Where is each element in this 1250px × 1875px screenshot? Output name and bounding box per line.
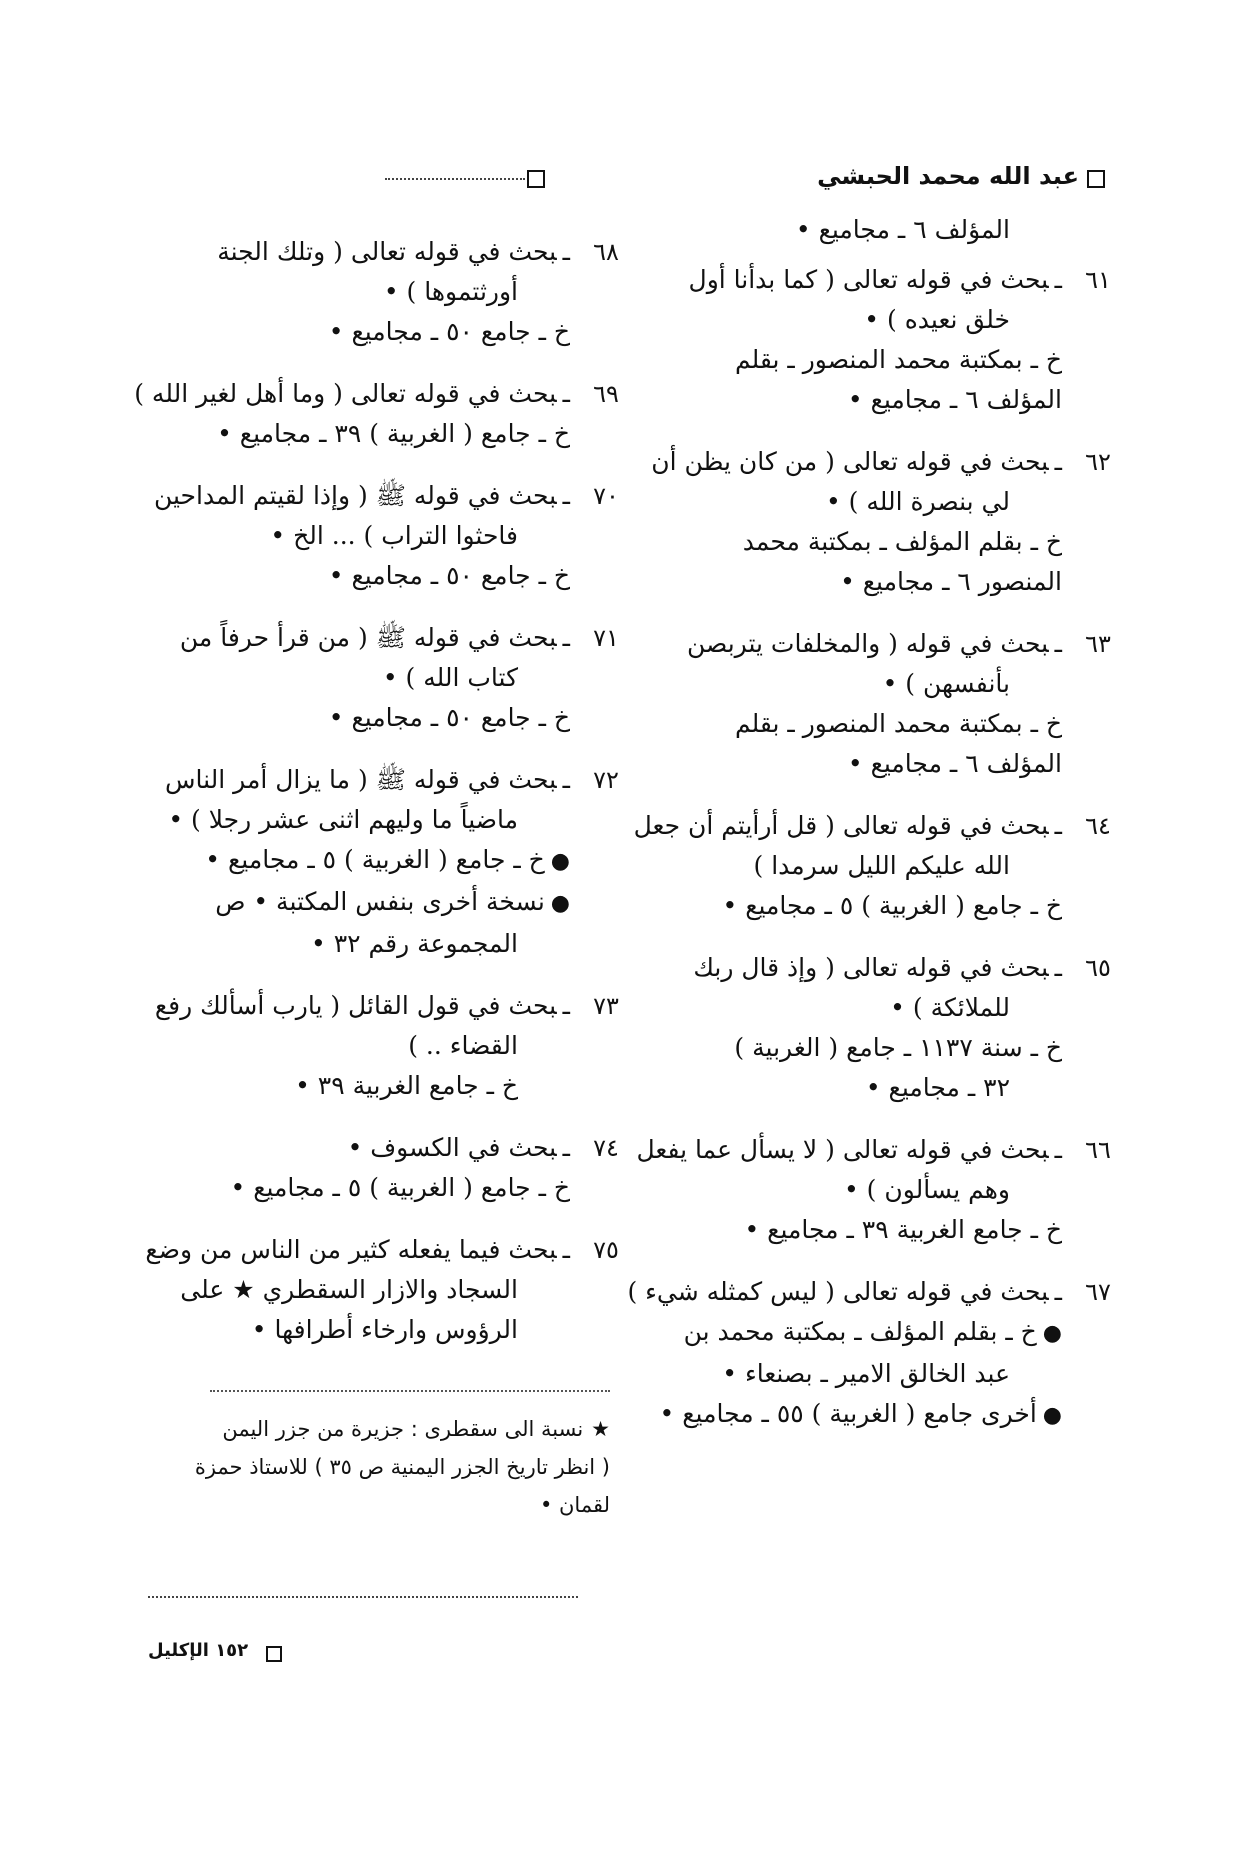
header-square-ornament [1087,170,1105,188]
entry-title-line: بحث في قوله تعالى ( كما بدأنا أول [688,265,1049,294]
entry-bullet-line: ● أخرى جامع ( الغربية ) ٥٥ ـ مجاميع • [650,1394,1062,1436]
entry-detail-line: خ ـ جامع ٥٠ ـ مجاميع • [328,561,570,590]
entry-number: ٦٩ [593,380,619,408]
entry-title-line: بحث في قوله تعالى ( ليس كمثله شيء ) [627,1277,1049,1306]
entry-62: ٦٢ ـبحث في قوله تعالى ( من كان يظن أن لي بنصرة الله ) • خ ـ بقلم المؤلف ـ بمكتبة محمد المنصور ٦ ـ مجاميع • [650,442,1120,602]
entry-title-line: بحث في قوله تعالى ( وإذ قال ربك [693,953,1049,982]
entry-72: ٧٢ ـبحث في قوله ﷺ ( ما يزال أمر الناس ماضياً ما وليهم اثنى عشر رجلا ) • ● خ ـ جامع ( الغربية ) ٥ ـ مجاميع • ● نسخة أخرى بنفس المكتبة • ص المجموعة رقم ٣٢ • [148,760,628,964]
entry-detail-line: خ ـ جامع ( الغربية ) ٣٩ ـ مجاميع • [217,419,570,448]
entry-bullet-line: ● نسخة أخرى بنفس المكتبة • ص [148,882,570,924]
entry-66: ٦٦ ـبحث في قوله تعالى ( لا يسأل عما يفعل وهم يسألون ) • خ ـ جامع الغربية ٣٩ ـ مجاميع • [650,1130,1120,1250]
entry-detail-line: خ ـ بقلم المؤلف ـ بمكتبة محمد [742,527,1062,556]
entry-74: ٧٤ ـبحث في الكسوف • خ ـ جامع ( الغربية ) ٥ ـ مجاميع • [148,1128,628,1208]
entry-title-line: للملائكة ) • [890,993,1010,1022]
entry-title-line: خلق نعيده ) • [864,305,1010,334]
entry-title-line: بحث في قوله تعالى ( من كان يظن أن [651,447,1049,476]
entry-title-line: بحث في قوله تعالى ( لا يسأل عما يفعل [636,1135,1049,1164]
entry-number: ٧٢ [593,766,619,794]
entry-detail-line: خ ـ جامع ( الغربية ) ٥ ـ مجاميع • [722,891,1062,920]
entry-title-line: بحث في قوله ﷺ ( وإذا لقيتم المداحين [153,481,557,510]
running-title: عبد الله محمد الحبشي [817,162,1079,190]
footnote-line: ( انظر تاريخ الجزر اليمنية ص ٣٥ ) للاستاذ حمزة [194,1455,610,1479]
entry-bullet-line: ● خ ـ بقلم المؤلف ـ بمكتبة محمد بن [650,1312,1062,1354]
entry-title-line: أورثتموها ) • [383,277,518,306]
entry-detail-line: خ ـ جامع الغربية ٣٩ ـ مجاميع • [744,1215,1062,1244]
entry-detail-line: خ ـ بمكتبة محمد المنصور ـ بقلم [734,345,1062,374]
footnote-line: نسبة الى سقطرى : جزيرة من جزر اليمن [222,1417,584,1441]
entry-title-line: بحث في قوله ﷺ ( من قرأ حرفاً من [179,623,557,652]
entry-title-line: لي بنصرة الله ) • [825,487,1010,516]
entry-title-line: بحث في الكسوف • [347,1133,557,1162]
entry-number: ٧٤ [593,1134,619,1162]
entry-69: ٦٩ ـبحث في قوله تعالى ( وما أهل لغير الله ) خ ـ جامع ( الغربية ) ٣٩ ـ مجاميع • [148,374,628,454]
entry-63: ٦٣ ـبحث في قوله ( والمخلفات يتربصن بأنفسهن ) • خ ـ بمكتبة محمد المنصور ـ بقلم المؤلف ٦ ـ مجاميع • [650,624,1120,784]
entry-detail-line: عبد الخالق الامير ـ بصنعاء • [722,1359,1010,1388]
entry-number: ٧٣ [593,992,619,1020]
entry-detail-line: المؤلف ٦ ـ مجاميع • [847,385,1062,414]
entry-number: ٧١ [593,624,619,652]
entry-detail-line: خ ـ جامع ٥٠ ـ مجاميع • [328,317,570,346]
entry-title-line: بحث فيما يفعله كثير من الناس من وضع [145,1235,557,1264]
entry-title-line: القضاء .. ) [408,1031,518,1060]
entry-73: ٧٣ ـبحث في قول القائل ( يارب أسألك رفع القضاء .. ) خ ـ جامع الغربية ٣٩ • [148,986,628,1106]
entry-number: ٦٨ [593,238,619,266]
entry-title-line: ماضياً ما وليهم اثنى عشر رجلا ) • [168,805,518,834]
entry-title-line: السجاد والازار السقطري ★ على [180,1275,518,1304]
entry-detail-line: ٣٢ ـ مجاميع • [865,1073,1010,1102]
footnote-line: لقمان • [539,1493,610,1517]
entry-68: ٦٨ ـبحث في قوله تعالى ( وتلك الجنة أورثتموها ) • خ ـ جامع ٥٠ ـ مجاميع • [148,232,628,352]
entry-67: ٦٧ ـبحث في قوله تعالى ( ليس كمثله شيء ) ● خ ـ بقلم المؤلف ـ بمكتبة محمد بن عبد الخالق الامير ـ بصنعاء • ● أخرى جامع ( الغربية ) ٥٥ ـ مجاميع • [650,1272,1120,1436]
continuation-line: المؤلف ٦ ـ مجاميع • [795,215,1010,244]
entry-title-line: بحث في قوله ﷺ ( ما يزال أمر الناس [164,765,557,794]
entry-number: ٦١ [1085,266,1111,294]
entry-title-line: بحث في قوله تعالى ( قل أرأيتم أن جعل [633,811,1049,840]
entry-title-line: الله عليكم الليل سرمدا ) [753,851,1010,880]
entry-detail-line: خ ـ جامع ٥٠ ـ مجاميع • [328,703,570,732]
entry-title-line: بحث في قول القائل ( يارب أسألك رفع [154,991,557,1020]
entry-detail-line: المجموعة رقم ٣٢ • [311,929,518,958]
entry-detail-line: المؤلف ٦ ـ مجاميع • [847,749,1062,778]
entry-detail-line: خ ـ سنة ١١٣٧ ـ جامع ( الغربية ) [734,1033,1062,1062]
entry-number: ٦٥ [1085,954,1111,982]
entry-65: ٦٥ ـبحث في قوله تعالى ( وإذ قال ربك للملائكة ) • خ ـ سنة ١١٣٧ ـ جامع ( الغربية ) ٣٢ ـ مجاميع • [650,948,1120,1108]
entry-detail-line: خ ـ جامع ( الغربية ) ٥ ـ مجاميع • [230,1173,570,1202]
entry-number: ٦٤ [1085,812,1111,840]
right-column [627,210,1120,1458]
left-column [134,232,628,1372]
entry-title-line: بحث في قوله تعالى ( وتلك الجنة [217,237,557,266]
entry-number: ٦٢ [1085,448,1111,476]
entry-70: ٧٠ ـبحث في قوله ﷺ ( وإذا لقيتم المداحين فاحثوا التراب ) ... الخ • خ ـ جامع ٥٠ ـ مجاميع • [148,476,628,596]
entry-bullet-line: ● خ ـ جامع ( الغربية ) ٥ ـ مجاميع • [148,840,570,882]
entry-detail-line: خ ـ جامع الغربية ٣٩ • [295,1071,518,1100]
page-folio [148,1640,298,1670]
entry-number: ٧٥ [593,1236,619,1264]
footnote-separator [210,1390,610,1392]
entry-title-line: كتاب الله ) • [382,663,518,692]
footnote [148,1410,610,1524]
entry-title-line: وهم يسألون ) • [843,1175,1010,1204]
footnote-star-icon: ★ [591,1417,610,1441]
entry-64: ٦٤ ـبحث في قوله تعالى ( قل أرأيتم أن جعل الله عليكم الليل سرمدا ) خ ـ جامع ( الغربية ) ٥ ـ مجاميع • [650,806,1120,926]
entry-title-line: فاحثوا التراب ) ... الخ • [270,521,518,550]
entry-title-line: بأنفسهن ) • [882,669,1010,698]
entry-number: ٦٦ [1085,1136,1111,1164]
entry-detail-line: خ ـ بمكتبة محمد المنصور ـ بقلم [734,709,1062,738]
entry-75: ٧٥ ـبحث فيما يفعله كثير من الناس من وضع السجاد والازار السقطري ★ على الرؤوس وارخاء أطرافها • [148,1230,628,1350]
header-square-ornament [527,170,545,188]
entry-title-line: بحث في قوله تعالى ( وما أهل لغير الله ) [134,379,557,408]
entry-number: ٦٧ [1085,1278,1111,1306]
entry-title-line: بحث في قوله ( والمخلفات يتربصن [687,629,1049,658]
entry-detail-line: المنصور ٦ ـ مجاميع • [840,567,1062,596]
entry-number: ٦٣ [1085,630,1111,658]
bottom-dotted-rule [148,1596,578,1598]
entry-number: ٧٠ [593,482,619,510]
entry-61: ٦١ ـبحث في قوله تعالى ( كما بدأنا أول خلق نعيده ) • خ ـ بمكتبة محمد المنصور ـ بقلم المؤلف ٦ ـ مجاميع • [650,260,1120,420]
header-dotted-rule [385,178,525,180]
page-number: ١٥٢ الإكليل [148,1640,249,1661]
entry-71: ٧١ ـبحث في قوله ﷺ ( من قرأ حرفاً من كتاب الله ) • خ ـ جامع ٥٠ ـ مجاميع • [148,618,628,738]
entry-title-line: الرؤوس وارخاء أطرافها • [251,1315,518,1344]
folio-square-ornament [266,1646,282,1662]
running-header [165,160,1105,196]
